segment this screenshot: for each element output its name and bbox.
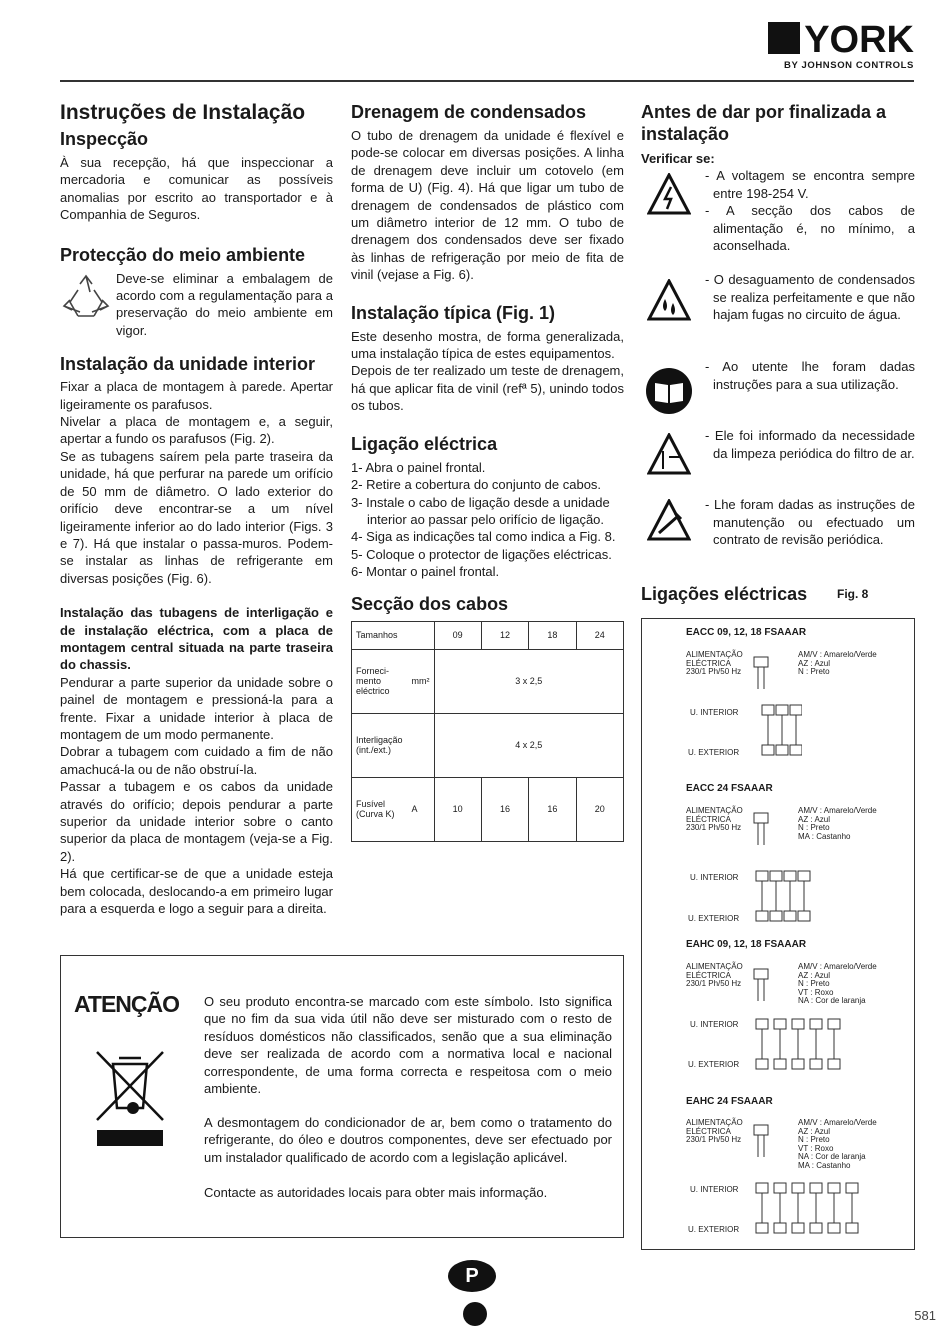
wiring-lines <box>752 805 832 925</box>
ligacao-heading: Ligação eléctrica <box>351 433 498 454</box>
table-cell: Forneci- mento eléctrico <box>352 649 408 713</box>
header-rule <box>60 80 914 82</box>
table-cell: 10 <box>434 777 481 841</box>
ligacao-list <box>351 459 624 581</box>
wiring-lines <box>752 1117 872 1239</box>
attention-text-1: O seu produto encontra-se marcado com este símbolo. Isto significa que no fim da sua vida útil não deve ser misturado com o resto de resíduos domésticos não classificados, senão que a sua eliminação deve ser realizada de acordo com a normativa local e nacional correspondente, de uma forma correcta e respeitosa com o meio ambiente. <box>204 994 612 1097</box>
color-legend: AM/V : Amarelo/Verde AZ : Azul N : Preto VT : Roxo NA : Cor de laranja <box>798 962 877 1005</box>
verificar-label: Verificar se: <box>641 151 715 166</box>
color-legend: AM/V : Amarelo/Verde AZ : Azul N : Preto <box>798 650 877 676</box>
inspeccao-text: À sua recepção, há que inspeccionar a mercadoria e comunicar as possíveis anomalias por escrito ao transportador e à Companhia de Seguros. <box>60 155 333 223</box>
table-header: 12 <box>481 621 528 649</box>
manual-icon <box>645 367 693 415</box>
exterior-label: U. EXTERIOR <box>688 1225 740 1234</box>
york-logo: YORK BY JOHNSON CONTROLS <box>734 22 914 71</box>
ambiente-text: Deve-se eliminar a embalagem de acordo com a regulamentação para a preservação do meio ambiente em vigor. <box>116 270 333 338</box>
ligacoes-heading: Ligações eléctricas <box>641 584 808 604</box>
check-item: - Lhe foram dadas as instruções de manutenção ou efectuado um contrato de revisão periódica. <box>705 497 915 548</box>
unidade-text: Fixar a placa de montagem à parede. Apertar ligeiramente os parafusos. Nivelar a placa de montagem e, a seguir, apertar a fundo os parafusos (Fig. 2). Se as tubagens saírem pela parte traseira da unidade, há que perfurar na parede um orifício de 50 mm de diâmetro. O lado exterior do orifício deve encontrar-se a um nível ligeiramente inferior ao do lado interior (Figs. 3 e 7). Há que instalar o passa-muros. Podem-se instalar as linhas de refrigerante em diversas posições (Fig. 6). <box>60 379 333 586</box>
color-legend: AM/V : Amarelo/Verde AZ : Azul N : Preto VT : Roxo NA : Cor de laranja MA : Castanho <box>798 1118 877 1170</box>
model-title: EAHC 24 FSAAAR <box>686 1096 773 1107</box>
drenagem-text: O tubo de drenagem da unidade é flexível e pode-se colocar em diversas posições. A linha de drenagem deve incluir um cotovelo (em forma de U) (Fig. 4). Há que ligar um tubo de drenagem de condensados de plástico com um diâmetro interior de 12 mm. O tubo de drenagem dos condensados deve ser fixado às linhas de refrigeração por meio de fita de vinil (vejase a Fig. 6). <box>351 128 624 283</box>
ligacao-item: 4- Siga as indicações tal como indica a Fig. 8. <box>351 529 616 545</box>
drenagem-heading: Drenagem de condensados <box>351 102 587 122</box>
table-header: 18 <box>529 621 576 649</box>
interior-label: U. INTERIOR <box>690 873 739 882</box>
alimentacao-label: ALIMENTAÇÃO ELÉCTRICA 230/1 Ph/50 Hz <box>686 806 743 832</box>
tipica-text: Este desenho mostra, de forma generalizada, uma instalação típica de estes equipamentos. Depois de ter realizado um teste de drenagem, há que aplicar fita de vinil (refª 5), unindo todos os tubos. <box>351 328 624 414</box>
ligacao-item: 3- Instale o cabo de ligação desde a unidade interior ao passar pelo orifício de ligação. <box>351 494 610 527</box>
check-item: - Ao utente lhe foram dadas instruções para a sua utilização. <box>705 359 915 392</box>
alimentacao-label: ALIMENTAÇÃO ELÉCTRICA 230/1 Ph/50 Hz <box>686 1118 743 1144</box>
alimentacao-label: ALIMENTAÇÃO ELÉCTRICA 230/1 Ph/50 Hz <box>686 962 743 988</box>
page-title: Instruções de Instalação <box>60 101 306 124</box>
table-cell: 16 <box>481 777 528 841</box>
table-cell: 16 <box>529 777 576 841</box>
seccao-table <box>351 621 624 842</box>
interior-label: U. INTERIOR <box>690 1185 739 1194</box>
model-title: EAHC 09, 12, 18 FSAAAR <box>686 939 807 950</box>
maintenance-icon <box>647 499 691 543</box>
ligacao-item: 2- Retire a cobertura do conjunto de cabos. <box>351 477 602 493</box>
wiring-lines <box>752 649 802 759</box>
interior-label: U. INTERIOR <box>690 708 739 717</box>
table-cell: 3 x 2,5 <box>434 649 624 713</box>
checklist <box>641 167 916 587</box>
table-cell: Fusível (Curva K) <box>352 777 408 841</box>
recycle-icon <box>60 270 112 330</box>
ligacao-item: 6- Montar o painel frontal. <box>351 564 500 580</box>
tubagens-heading: Instalação das tubagens de interligação e de instalação eléctrica, com a placa de montagem central situada na parte traseira do chassis. <box>60 605 333 673</box>
antes-heading: Antes de dar por finalizada a instalação <box>641 102 887 144</box>
filter-warning-icon <box>647 433 691 477</box>
attention-text-3: Contacte as autoridades locais para obter mais informação. <box>204 1185 548 1200</box>
york-snowflake-icon <box>768 22 800 54</box>
model-title: EACC 09, 12, 18 FSAAAR <box>686 627 807 638</box>
electric-warning-icon <box>647 173 691 217</box>
exterior-label: U. EXTERIOR <box>688 1060 740 1069</box>
tipica-heading: Instalação típica (Fig. 1) <box>351 302 556 323</box>
wiring-diagram <box>641 618 915 1250</box>
fig8-label: Fig. 8 <box>837 587 869 601</box>
table-header: 09 <box>434 621 481 649</box>
table-cell: A <box>408 777 435 841</box>
ambiente-heading: Protecção do meio ambiente <box>60 244 306 265</box>
alimentacao-label: ALIMENTAÇÃO ELÉCTRICA 230/1 Ph/50 Hz <box>686 650 743 676</box>
recycle-footer-icon <box>463 1302 487 1326</box>
brand-tagline: BY JOHNSON CONTROLS <box>784 60 914 71</box>
seccao-heading: Secção dos cabos <box>351 593 509 614</box>
ligacao-item: 1- Abra o painel frontal. <box>351 459 486 475</box>
exterior-label: U. EXTERIOR <box>688 914 740 923</box>
unidade-heading: Instalação da unidade interior <box>60 354 316 375</box>
table-cell: 20 <box>576 777 623 841</box>
model-title: EACC 24 FSAAAR <box>686 783 773 794</box>
page-number: 581 <box>914 1308 936 1323</box>
language-badge: P <box>448 1260 496 1292</box>
attention-box <box>60 955 624 1238</box>
table-cell: mm² <box>408 649 435 713</box>
wiring-lines <box>752 961 852 1075</box>
check-item: - A voltagem se encontra sempre entre 198-254 V. <box>705 168 915 201</box>
column-3 <box>641 101 916 587</box>
column-2 <box>351 101 624 842</box>
ligacao-item: 5- Coloque o protector de ligações eléctricas. <box>351 546 612 562</box>
weee-bin-icon <box>95 1050 165 1150</box>
check-item: - A secção dos cabos de alimentação é, no mínimo, a aconselhada. <box>705 203 915 254</box>
table-header: Tamanhos <box>352 621 435 649</box>
color-legend: AM/V : Amarelo/Verde AZ : Azul N : Preto MA : Castanho <box>798 806 877 841</box>
attention-title: ATENÇÃO <box>74 991 180 1017</box>
tubagens-text: Pendurar a parte superior da unidade sobre o painel de montagem e pressioná-la para a frente. Fixar a unidade interior à placa de montagem de um modo permanente. Dobrar a tubagem com cuidado a fim de não amachucá-la ou de não obstruí-la. Passar a tubagem e os cabos da unidade através do orifício; depois pendurar a parte superior da unidade interior sobre o canto superior da placa de montagem (veja-se a Fig. 2). Há que certificar-se de que a unidade esteja bem colocada, deslocando-a em primeiro lugar para a esquerda e logo a seguir para a direita. <box>60 674 333 917</box>
water-warning-icon <box>647 279 691 323</box>
exterior-label: U. EXTERIOR <box>688 748 740 757</box>
table-cell: 4 x 2,5 <box>434 713 624 777</box>
interior-label: U. INTERIOR <box>690 1020 739 1029</box>
check-item: - Ele foi informado da necessidade da limpeza periódica do filtro de ar. <box>705 428 915 461</box>
check-item: - O desaguamento de condensados se realiza perfeitamente e que não hajam fugas no circuito de água. <box>705 272 915 323</box>
inspeccao-heading: Inspecção <box>60 129 149 149</box>
table-cell: Interligação (int./ext.) <box>352 713 435 777</box>
attention-text-2: A desmontagem do condicionador de ar, bem como o tratamento do refrigerante, do óleo e doutros componentes, deve ser efectuado por um instalador qualificado de acordo com a legislação aplicável. <box>204 1115 612 1165</box>
column-1 <box>60 101 333 917</box>
table-header: 24 <box>576 621 623 649</box>
